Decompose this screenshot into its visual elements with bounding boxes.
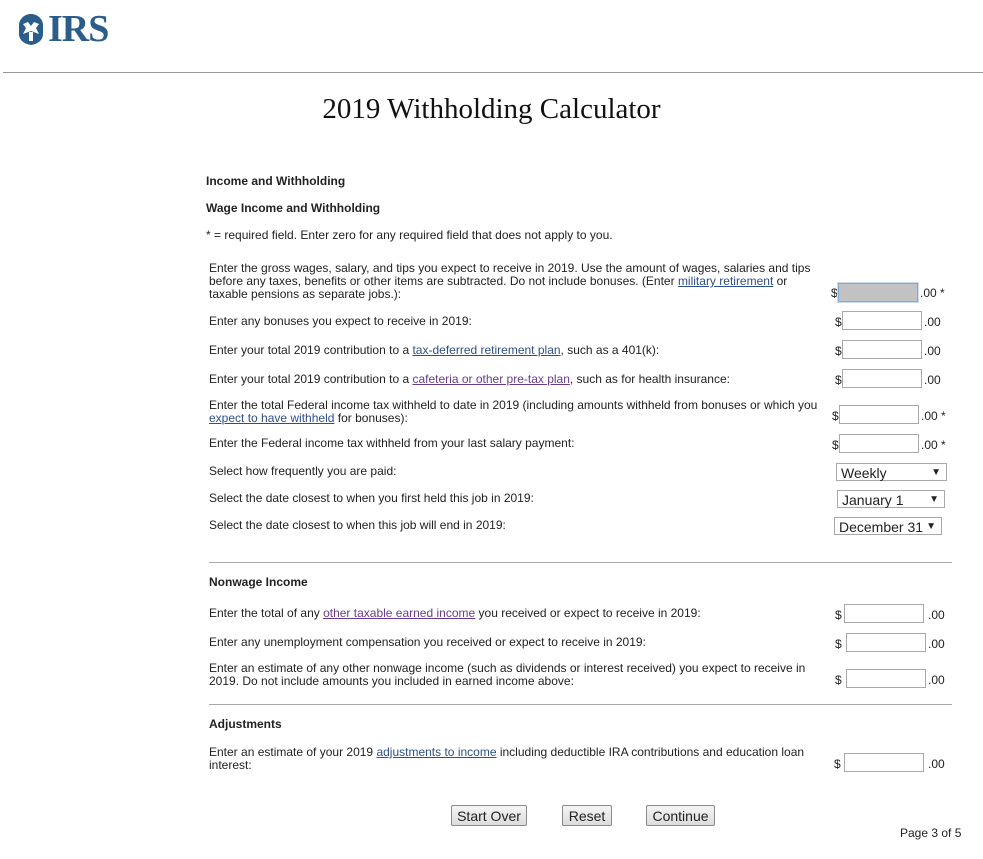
cents-suffix: .00 [928,608,945,622]
other-earned-text: Enter the total of any [209,606,324,620]
section-heading-wage: Wage Income and Withholding [206,201,381,215]
unemployment-input[interactable] [846,633,926,652]
currency-symbol: $ [835,673,842,687]
currency-symbol: $ [831,286,838,300]
bonuses-label: Enter any bonuses you expect to receive in 2019: [209,314,472,328]
reset-button[interactable]: Reset [562,805,612,826]
currency-symbol: $ [835,373,842,387]
currency-symbol: $ [835,315,842,329]
irs-eagle-icon [16,12,46,46]
retirement-label [209,344,821,357]
gross-wages-text: Enter the gross wages, salary, and tips you expect to receive in 2019. Use the amount of wages, salaries and tips before any taxes, benefits or other items are subtracted. Do not include bonuses. (Enter [209,261,811,288]
job-end-select[interactable] [834,517,942,535]
page-title: 2019 Withholding Calculator [322,93,661,125]
chevron-down-icon: ▼ [929,494,939,505]
job-end-value: December 31 [839,519,924,535]
gross-wages-label [209,262,821,301]
cafeteria-text: Enter your total 2019 contribution to a [209,372,413,386]
other-earned-input[interactable] [844,604,924,623]
expect-to-have-withheld-link[interactable]: expect to have withheld [209,411,335,425]
federal-withheld-text: Enter the total Federal income tax withheld to date in 2019 (including amounts withheld from bonuses or which you [209,398,818,412]
currency-symbol: $ [832,438,839,452]
pay-frequency-label: Select how frequently you are paid: [209,464,397,478]
retirement-text-end: , such as a 401(k): [560,343,660,357]
cents-suffix: .00 * [921,438,946,452]
retirement-input[interactable] [842,340,922,359]
currency-symbol: $ [834,757,841,771]
federal-withheld-label [209,399,821,425]
cents-suffix: .00 * [920,286,945,300]
currency-symbol: $ [835,344,842,358]
continue-button[interactable]: Continue [646,805,715,826]
required-note: * = required field. Enter zero for any required field that does not apply to you. [206,228,613,242]
cafeteria-text-end: , such as for health insurance: [569,372,730,386]
last-payment-input[interactable] [839,434,919,453]
other-earned-text-end: you received or expect to receive in 2019: [475,606,701,620]
last-payment-label: Enter the Federal income tax withheld from your last salary payment: [209,436,575,450]
pay-frequency-value: Weekly [841,465,887,481]
irs-logo[interactable] [16,10,108,48]
adjustments-text: Enter an estimate of your 2019 [209,745,377,759]
section-heading-adjustments: Adjustments [209,717,282,731]
gross-wages-input[interactable] [838,283,918,302]
cafeteria-label [209,373,821,386]
nonwage-other-input[interactable] [846,669,926,688]
other-earned-label [209,607,821,620]
adjustments-text-end: including deductible IRA contributions and education loan interest: [209,745,805,772]
tax-deferred-retirement-plan-link[interactable]: tax-deferred retirement plan [412,343,561,357]
page-indicator: Page 3 of 5 [900,826,962,840]
cents-suffix: .00 [924,344,941,358]
chevron-down-icon: ▼ [931,467,941,478]
start-over-button[interactable]: Start Over [451,805,527,826]
adjustments-to-income-link[interactable]: adjustments to income [376,745,497,759]
section-divider [209,562,952,563]
cents-suffix: .00 [928,673,945,687]
job-start-value: January 1 [842,492,904,508]
header [0,0,983,72]
cafeteria-plan-link[interactable]: cafeteria or other pre-tax plan [412,372,570,386]
cafeteria-input[interactable] [842,369,922,388]
logo-text: IRS [48,8,109,50]
currency-symbol: $ [835,608,842,622]
cents-suffix: .00 [928,757,945,771]
nonwage-other-label: Enter an estimate of any other nonwage income (such as dividends or interest received) you expect to receive in 2019. Do not include amounts you included in earned income above: [209,661,806,688]
cents-suffix: .00 [924,315,941,329]
pay-frequency-select[interactable] [836,463,947,481]
military-retirement-link[interactable]: military retirement [677,274,774,288]
cents-suffix: .00 [928,637,945,651]
adjustments-label [209,746,809,772]
currency-symbol: $ [832,409,839,423]
federal-withheld-text-end: for bonuses): [334,411,408,425]
adjustments-input[interactable] [844,753,924,772]
chevron-down-icon: ▼ [926,521,936,532]
section-divider [209,704,952,705]
job-start-select[interactable] [837,490,945,508]
header-divider [3,72,983,73]
currency-symbol: $ [835,637,842,651]
retirement-text: Enter your total 2019 contribution to a [209,343,413,357]
job-start-label: Select the date closest to when you first held this job in 2019: [209,491,534,505]
section-heading-nonwage: Nonwage Income [209,575,308,589]
gross-wages-text-end: or taxable pensions as separate jobs.): [209,274,788,301]
cents-suffix: .00 * [921,409,946,423]
unemployment-label: Enter any unemployment compensation you received or expect to receive in 2019: [209,635,646,649]
section-heading-income: Income and Withholding [206,174,346,188]
job-end-label: Select the date closest to when this job will end in 2019: [209,518,506,532]
other-taxable-earned-income-link[interactable]: other taxable earned income [323,606,476,620]
federal-withheld-input[interactable] [839,405,919,424]
cents-suffix: .00 [924,373,941,387]
bonuses-input[interactable] [842,311,922,330]
